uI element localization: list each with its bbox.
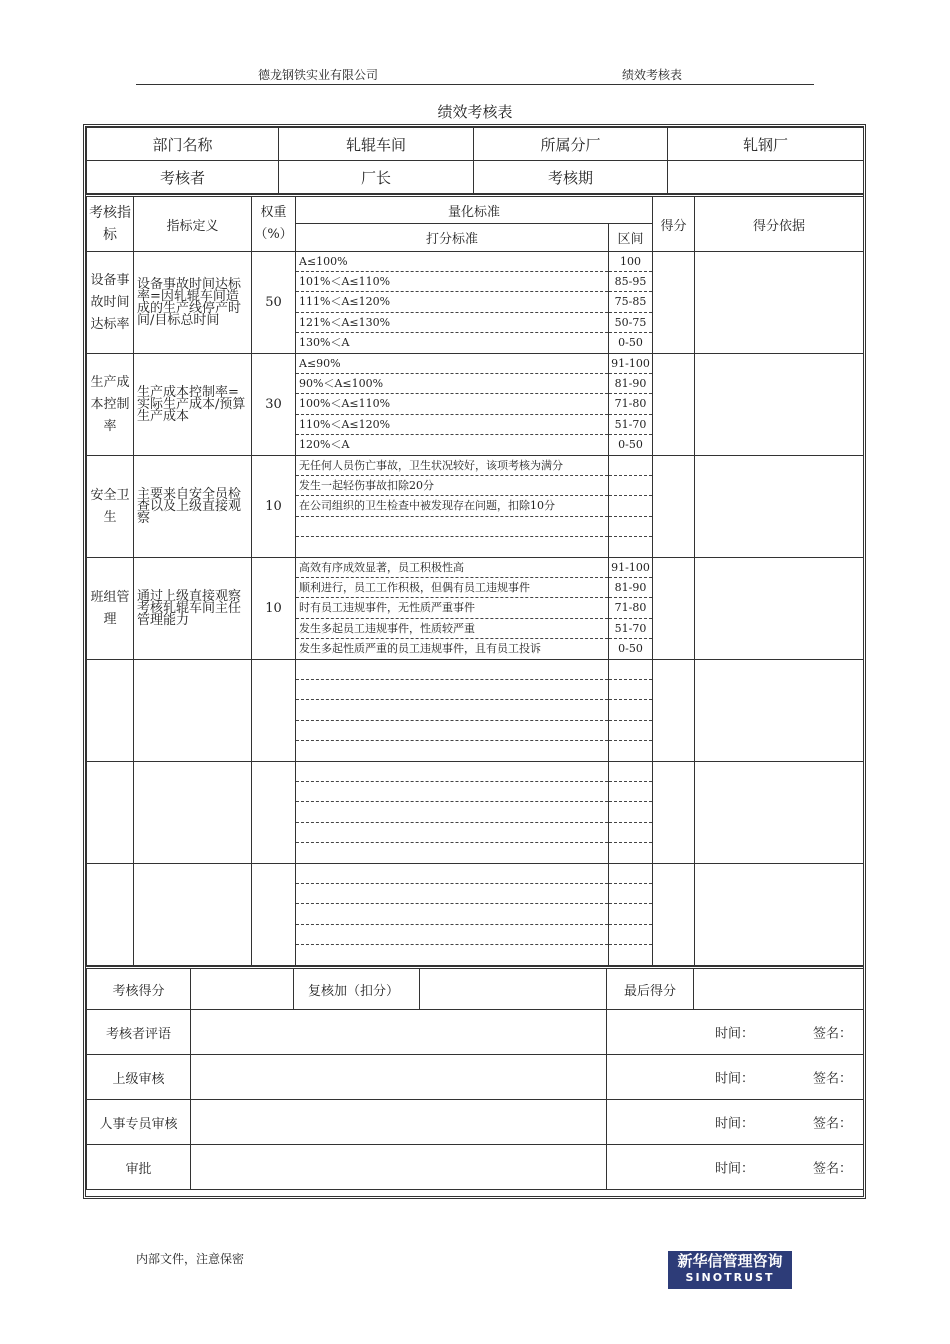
criterion-range: 75-85 xyxy=(609,292,652,312)
signoff-signature[interactable] xyxy=(607,1055,864,1100)
score-ranges xyxy=(609,354,653,456)
criterion-text xyxy=(296,537,608,557)
indicator-name: 设备事故时间达标率 xyxy=(87,252,134,354)
criterion-text: 101%＜A≤110% xyxy=(296,272,608,292)
indicator-basis[interactable] xyxy=(695,660,864,762)
signoff-label: 上级审核 xyxy=(87,1055,191,1100)
factory-label: 所属分厂 xyxy=(474,128,668,161)
sign-label: 签名： xyxy=(813,1026,853,1042)
criterion-text: 121%＜A≤130% xyxy=(296,313,608,333)
criterion-range xyxy=(609,660,652,680)
indicator-row xyxy=(87,762,864,864)
indicator-weight: 10 xyxy=(252,456,296,558)
indicator-score[interactable] xyxy=(653,762,695,864)
indicator-row xyxy=(87,660,864,762)
period-label: 考核期 xyxy=(474,161,668,194)
score-ranges xyxy=(609,252,653,354)
criterion-range: 51-70 xyxy=(609,415,652,435)
criterion-text xyxy=(296,945,608,965)
confidential-note: 内部文件，注意保密 xyxy=(136,1252,245,1266)
criterion-range: 71-80 xyxy=(609,598,652,618)
criterion-text xyxy=(296,700,608,720)
signoff-row xyxy=(87,1010,864,1055)
indicator-name xyxy=(87,660,134,762)
sinotrust-logo xyxy=(668,1251,792,1289)
indicator-score[interactable] xyxy=(653,354,695,456)
criterion-range xyxy=(609,904,652,924)
info-table xyxy=(86,127,864,194)
criterion-text xyxy=(296,721,608,741)
header-doc-name: 绩效考核表 xyxy=(622,68,683,82)
criterion-text xyxy=(296,904,608,924)
criterion-range xyxy=(609,782,652,802)
company-name: 德龙钢铁实业有限公司 xyxy=(258,68,379,82)
col-definition-header: 指标定义 xyxy=(134,196,252,252)
criterion-range xyxy=(609,456,652,476)
indicator-name xyxy=(87,864,134,966)
col-weight-header: 权重（%） xyxy=(252,196,296,252)
indicator-row xyxy=(87,354,864,456)
criterion-range xyxy=(609,476,652,496)
indicator-weight: 30 xyxy=(252,354,296,456)
criterion-text xyxy=(296,762,608,782)
indicator-basis[interactable] xyxy=(695,558,864,660)
score-ranges xyxy=(609,660,653,762)
criterion-range xyxy=(609,864,652,884)
appraisal-form xyxy=(83,124,866,1199)
criterion-text: 110%＜A≤120% xyxy=(296,415,608,435)
criterion-range xyxy=(609,945,652,965)
logo-en: SINOTRUST xyxy=(685,1271,775,1284)
indicator-definition: 通过上级直接观察考核轧辊车间主任管理能力 xyxy=(134,558,252,660)
indicator-weight xyxy=(252,762,296,864)
criterion-text: 90%＜A≤100% xyxy=(296,374,608,394)
criterion-range: 0-50 xyxy=(618,641,643,655)
indicator-definition: 主要来自安全员检查以及上级直接观察 xyxy=(134,456,252,558)
criterion-range xyxy=(609,537,652,557)
logo-cn: 新华信管理咨询 xyxy=(677,1252,783,1270)
signoff-row xyxy=(87,1145,864,1190)
summary-table xyxy=(86,966,864,1190)
indicator-basis[interactable] xyxy=(695,864,864,966)
scoring-criteria xyxy=(296,762,609,864)
indicator-weight: 10 xyxy=(252,558,296,660)
criterion-range: 100 xyxy=(609,252,652,272)
criterion-text: 时有员工违规事件，无性质严重事件 xyxy=(296,598,608,618)
indicator-score[interactable] xyxy=(653,456,695,558)
signoff-signature[interactable] xyxy=(607,1100,864,1145)
criterion-range: 81-90 xyxy=(609,374,652,394)
criterion-text: 发生一起轻伤事故扣除20分 xyxy=(296,476,608,496)
sign-label: 签名： xyxy=(813,1161,853,1177)
criterion-text: 高效有序成效显著，员工积极性高 xyxy=(296,558,608,578)
criterion-range xyxy=(609,843,652,863)
indicator-weight xyxy=(252,864,296,966)
criterion-range: 85-95 xyxy=(609,272,652,292)
criterion-text: 顺利进行，员工工作积极，但偶有员工违规事件 xyxy=(296,578,608,598)
criterion-text: A≤90% xyxy=(296,354,608,374)
criterion-text: A≤100% xyxy=(296,252,608,272)
criterion-range xyxy=(609,802,652,822)
criterion-range: 71-80 xyxy=(609,394,652,414)
indicator-row xyxy=(87,558,864,660)
indicator-table xyxy=(86,194,864,966)
col-quant-header: 量化标准 xyxy=(296,196,653,224)
indicator-name: 班组管理 xyxy=(87,558,134,660)
final-score-label: 最后得分 xyxy=(607,968,694,1010)
scoring-criteria xyxy=(296,660,609,762)
dept-value[interactable]: 轧辊车间 xyxy=(279,128,474,161)
criterion-text xyxy=(296,782,608,802)
indicator-basis[interactable] xyxy=(695,252,864,354)
indicator-weight xyxy=(252,660,296,762)
criterion-text: 130%＜A xyxy=(299,335,350,349)
criterion-text: 111%＜A≤120% xyxy=(296,292,608,312)
col-range-header: 区间 xyxy=(609,224,653,252)
criterion-text: 120%＜A xyxy=(299,437,350,451)
indicator-definition xyxy=(134,762,252,864)
final-score-value[interactable] xyxy=(694,968,864,1010)
criterion-range: 0-50 xyxy=(618,437,643,451)
time-label: 时间： xyxy=(715,1071,755,1087)
signoff-comment[interactable] xyxy=(191,1100,607,1145)
criterion-range: 91-100 xyxy=(609,558,652,578)
col-basis-header: 得分依据 xyxy=(695,196,864,252)
indicator-basis[interactable] xyxy=(695,456,864,558)
time-label: 时间： xyxy=(715,1161,755,1177)
factory-value[interactable]: 轧钢厂 xyxy=(668,128,864,161)
signoff-label: 考核者评语 xyxy=(87,1010,191,1055)
signoff-row xyxy=(87,1100,864,1145)
score-ranges xyxy=(609,558,653,660)
indicator-definition: 生产成本控制率=实际生产成本/预算生产成本 xyxy=(134,354,252,456)
period-value[interactable] xyxy=(668,161,864,194)
criterion-text xyxy=(296,884,608,904)
criterion-text: 发生多起性质严重的员工违规事件，且有员工投诉 xyxy=(299,641,541,655)
scoring-criteria xyxy=(296,864,609,966)
criterion-range xyxy=(609,496,652,516)
indicator-definition xyxy=(134,660,252,762)
indicator-definition: 设备事故时间达标率=因轧辊车间造成的生产线停产时间/目标总时间 xyxy=(134,252,252,354)
indicator-name xyxy=(87,762,134,864)
criterion-text: 在公司组织的卫生检查中被发现存在问题，扣除10分 xyxy=(296,496,608,516)
total-score-label: 考核得分 xyxy=(87,968,191,1010)
criterion-range xyxy=(609,884,652,904)
signoff-signature[interactable] xyxy=(607,1010,864,1055)
criterion-range: 50-75 xyxy=(609,313,652,333)
sign-label: 签名： xyxy=(813,1116,853,1132)
signoff-comment[interactable] xyxy=(191,1145,607,1190)
assessor-value[interactable]: 厂长 xyxy=(279,161,474,194)
criterion-text xyxy=(296,741,608,761)
time-label: 时间： xyxy=(715,1026,755,1042)
assessor-label: 考核者 xyxy=(87,161,279,194)
criterion-range: 91-100 xyxy=(609,354,652,374)
criterion-text: 100%＜A≤110% xyxy=(296,394,608,414)
col-score-header: 得分 xyxy=(653,196,695,252)
signoff-row xyxy=(87,1055,864,1100)
indicator-score[interactable] xyxy=(653,558,695,660)
signoff-label: 人事专员审核 xyxy=(87,1100,191,1145)
page-title: 绩效考核表 xyxy=(437,103,513,121)
criterion-text: 发生多起员工违规事件，性质较严重 xyxy=(296,619,608,639)
score-ranges xyxy=(609,762,653,864)
indicator-basis[interactable] xyxy=(695,762,864,864)
signoff-comment[interactable] xyxy=(191,1055,607,1100)
scoring-criteria xyxy=(296,456,609,558)
criterion-text xyxy=(296,843,608,863)
criterion-text xyxy=(296,925,608,945)
indicator-row xyxy=(87,252,864,354)
criterion-range: 0-50 xyxy=(618,335,643,349)
page-header xyxy=(136,66,814,85)
col-scoring-header: 打分标准 xyxy=(296,224,609,252)
criterion-range xyxy=(609,517,652,537)
criterion-text xyxy=(296,802,608,822)
criterion-range xyxy=(609,823,652,843)
criterion-text xyxy=(296,864,608,884)
score-ranges xyxy=(609,864,653,966)
criterion-range xyxy=(609,700,652,720)
signoff-signature[interactable] xyxy=(607,1145,864,1190)
time-label: 时间： xyxy=(715,1116,755,1132)
total-score-value[interactable] xyxy=(191,968,294,1010)
col-indicator-header: 考核指标 xyxy=(87,196,134,252)
criterion-range xyxy=(609,762,652,782)
review-adjust-value[interactable] xyxy=(420,968,607,1010)
indicator-score[interactable] xyxy=(653,660,695,762)
dept-label: 部门名称 xyxy=(87,128,279,161)
scoring-criteria xyxy=(296,252,609,354)
criterion-range xyxy=(609,680,652,700)
signoff-comment[interactable] xyxy=(191,1010,607,1055)
indicator-score[interactable] xyxy=(653,864,695,966)
sign-label: 签名： xyxy=(813,1071,853,1087)
criterion-range xyxy=(609,721,652,741)
criterion-range xyxy=(609,741,652,761)
criterion-text xyxy=(296,680,608,700)
criterion-range: 81-90 xyxy=(609,578,652,598)
indicator-score[interactable] xyxy=(653,252,695,354)
indicator-weight: 50 xyxy=(252,252,296,354)
signoff-label: 审批 xyxy=(87,1145,191,1190)
indicator-name: 生产成本控制率 xyxy=(87,354,134,456)
criterion-text xyxy=(296,660,608,680)
indicator-row xyxy=(87,864,864,966)
criterion-text xyxy=(296,517,608,537)
scoring-criteria xyxy=(296,558,609,660)
score-ranges xyxy=(609,456,653,558)
criterion-range: 51-70 xyxy=(609,619,652,639)
criterion-text: 无任何人员伤亡事故，卫生状况较好，该项考核为满分 xyxy=(296,456,608,476)
criterion-range xyxy=(609,925,652,945)
indicator-definition xyxy=(134,864,252,966)
indicator-row xyxy=(87,456,864,558)
review-adjust-label: 复核加（扣分） xyxy=(294,968,420,1010)
scoring-criteria xyxy=(296,354,609,456)
indicator-name: 安全卫生 xyxy=(87,456,134,558)
criterion-text xyxy=(296,823,608,843)
indicator-basis[interactable] xyxy=(695,354,864,456)
